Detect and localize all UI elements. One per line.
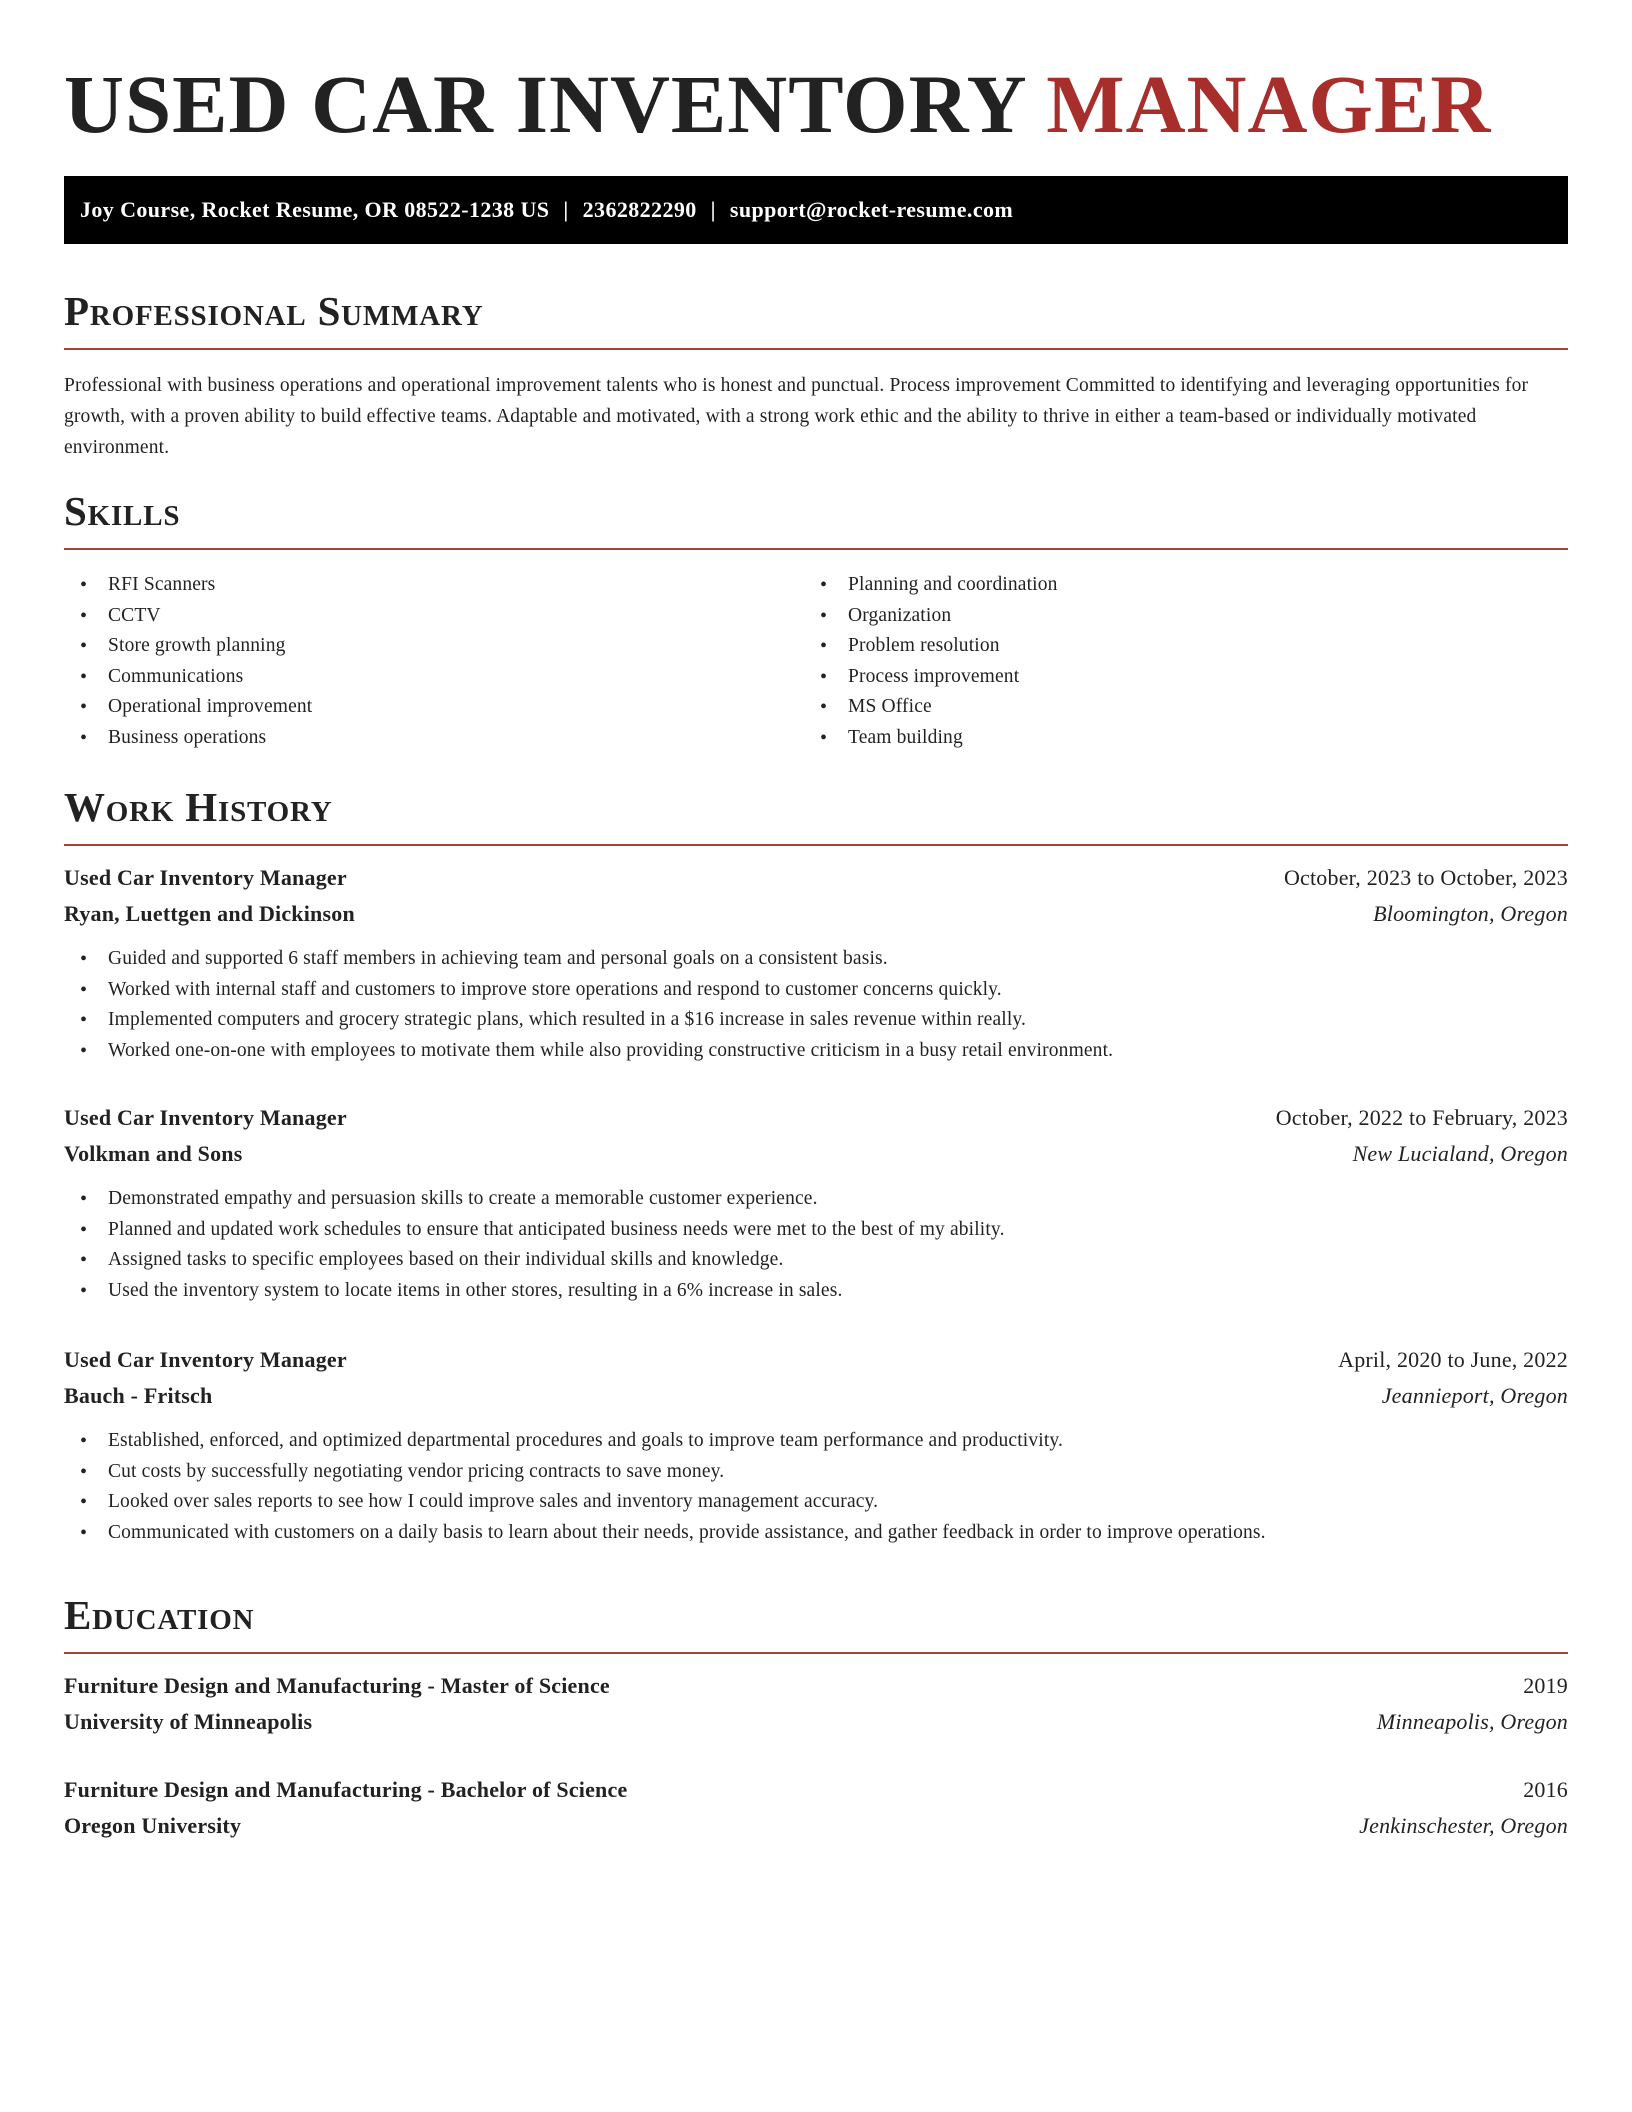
skill-item: • Planning and coordination [804,570,1058,601]
job-bullet: • Demonstrated empathy and persuasion skills to create a memorable customer experience. [64,1184,1568,1215]
section-heading-summary: Professional Summary [64,288,484,334]
skill-item: • Store growth planning [64,631,312,662]
section-heading-skills: Skills [64,488,181,534]
education-entry [64,1668,1568,1740]
section-heading-work-history: Work History [64,784,333,830]
contact-address: Joy Course, Rocket Resume, OR 08522-1238 US [80,197,550,222]
title-accent: MANAGER [1046,58,1492,150]
education-location: Minneapolis, Oregon [1376,1709,1568,1734]
job-bullet: • Guided and supported 6 staff members in achieving team and personal goals on a consistent basis. [64,944,1568,975]
job-bullet: • Assigned tasks to specific employees based on their individual skills and knowledge. [64,1245,1568,1276]
job-location: Jeannieport, Oregon [1381,1383,1568,1408]
skill-item: • Team building [804,723,1058,754]
skill-item: • Operational improvement [64,692,312,723]
education-school: University of Minneapolis [64,1709,313,1734]
education-year: 2019 [1523,1673,1568,1698]
skill-item: • Communications [64,662,312,693]
contact-phone: 2362822290 [582,197,697,222]
resume-title [64,58,1491,150]
education-degree: Furniture Design and Manufacturing - Bachelor of Science [64,1777,628,1802]
section-divider [64,348,1568,350]
skill-item: • Business operations [64,723,312,754]
job-bullet: • Cut costs by successfully negotiating vendor pricing contracts to save money. [64,1457,1568,1488]
section-divider [64,1652,1568,1654]
education-location: Jenkinschester, Oregon [1359,1813,1568,1838]
skill-item: • CCTV [64,601,312,632]
contact-separator: | [710,197,716,222]
skills-column-right [804,570,1058,754]
contact-email: support@rocket-resume.com [729,197,1014,222]
job-bullet: • Planned and updated work schedules to ensure that anticipated business needs were met to the best of my ability. [64,1215,1568,1246]
job-entry [64,1342,1568,1548]
job-bullet: • Worked one-on-one with employees to motivate them while also providing constructive criticism in a busy retail environment. [64,1036,1568,1067]
job-entry [64,860,1568,1066]
job-bullets [64,944,1568,1066]
job-title: Used Car Inventory Manager [64,1105,347,1130]
job-company: Volkman and Sons [64,1141,243,1166]
skill-item: • Problem resolution [804,631,1058,662]
job-bullets [64,1426,1568,1548]
job-bullet: • Looked over sales reports to see how I could improve sales and inventory management accuracy. [64,1487,1568,1518]
education-degree: Furniture Design and Manufacturing - Master of Science [64,1673,610,1698]
section-heading-education: Education [64,1592,255,1638]
job-company: Ryan, Luettgen and Dickinson [64,901,355,926]
job-location: Bloomington, Oregon [1373,901,1568,926]
job-entry [64,1100,1568,1306]
job-dates: October, 2022 to February, 2023 [1275,1105,1568,1130]
job-bullet: • Established, enforced, and optimized departmental procedures and goals to improve team performance and productivity. [64,1426,1568,1457]
skills-column-left [64,570,312,754]
contact-bar [64,176,1568,244]
job-location: New Lucialand, Oregon [1352,1141,1568,1166]
education-year: 2016 [1523,1777,1568,1802]
summary-text: Professional with business operations and operational improvement talents who is honest and punctual. Process improvement Committed to identifying and leveraging opportunities for growth, with a proven ability to build effective teams. Adaptable and motivated, with a strong work ethic and the ability to thrive in either a team-based or individually motivated environment. [64,375,1529,458]
section-divider [64,844,1568,846]
education-school: Oregon University [64,1813,242,1838]
job-company: Bauch - Fritsch [64,1383,213,1408]
job-bullets [64,1184,1568,1306]
job-dates: April, 2020 to June, 2022 [1338,1347,1568,1372]
skill-item: • Process improvement [804,662,1058,693]
contact-separator: | [563,197,569,222]
job-bullet: • Implemented computers and grocery strategic plans, which resulted in a $16 increase in sales revenue within really. [64,1005,1568,1036]
education-entry [64,1772,1568,1844]
job-title: Used Car Inventory Manager [64,1347,347,1372]
title-main: USED CAR INVENTORY [64,58,1025,150]
job-bullet: • Worked with internal staff and customers to improve store operations and respond to customer concerns quickly. [64,975,1568,1006]
job-dates: October, 2023 to October, 2023 [1283,865,1568,890]
skill-item: • Organization [804,601,1058,632]
skill-item: • RFI Scanners [64,570,312,601]
section-divider [64,548,1568,550]
job-bullet: • Communicated with customers on a daily basis to learn about their needs, provide assistance, and gather feedback in order to improve operations. [64,1518,1568,1549]
job-title: Used Car Inventory Manager [64,865,347,890]
job-bullet: • Used the inventory system to locate items in other stores, resulting in a 6% increase in sales. [64,1276,1568,1307]
skill-item: • MS Office [804,692,1058,723]
